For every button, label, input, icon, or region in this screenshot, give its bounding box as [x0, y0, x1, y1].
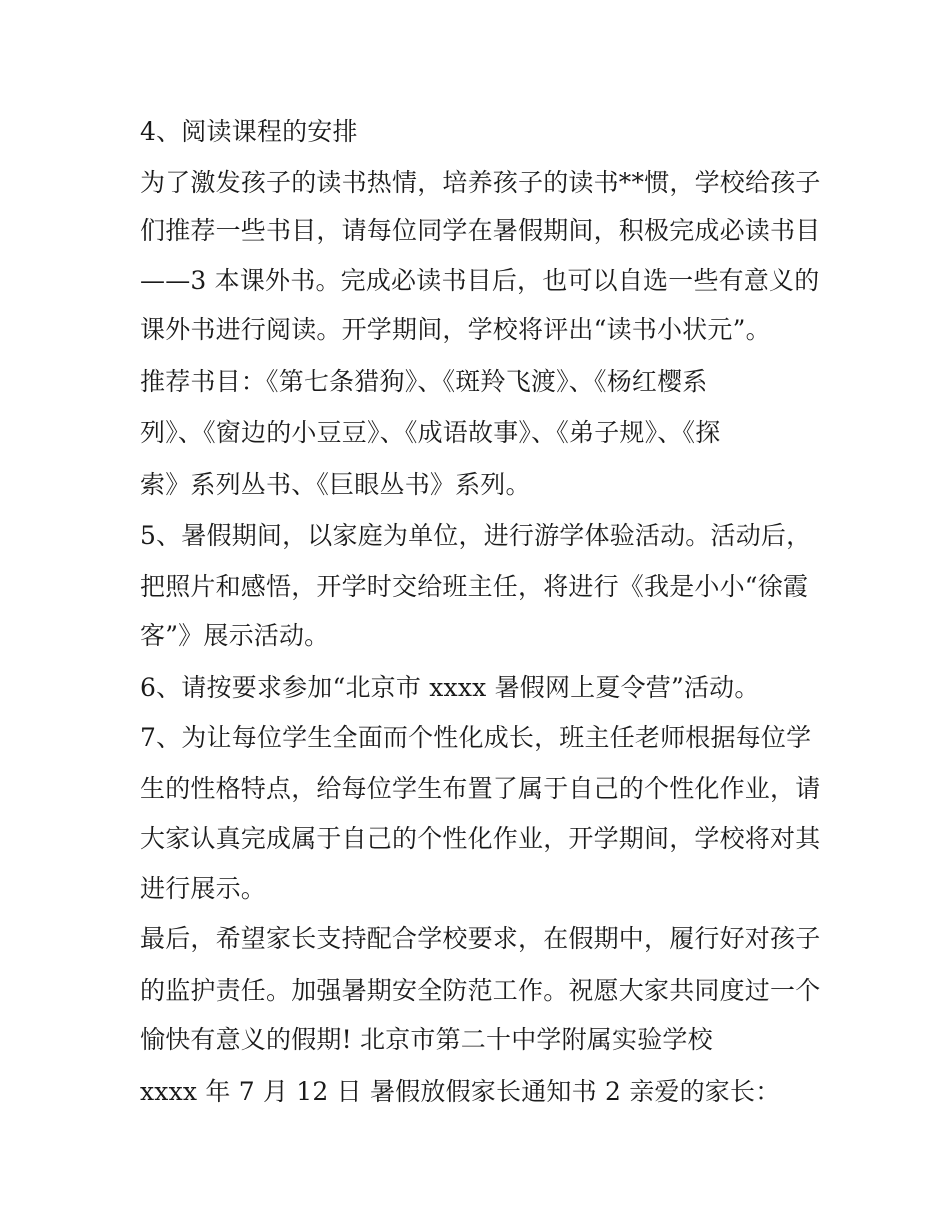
paragraph-line: 进行展示。 — [140, 874, 267, 903]
paragraph-line: 把照片和感悟，开学时交给班主任，将进行《我是小小“徐霞 — [140, 572, 809, 601]
paragraph-line: ——3 本课外书。完成必读书目后，也可以自选一些有意义的 — [140, 266, 820, 295]
closing-paragraph-line: 的监护责任。加强暑期安全防范工作。祝愿大家共同度过一个 — [140, 976, 821, 1005]
paragraph-line: 生的性格特点，给每位学生布置了属于自己的个性化作业，请 — [140, 774, 821, 803]
closing-paragraph-line: 最后，希望家长支持配合学校要求，在假期中，履行好对孩子 — [140, 924, 821, 953]
section-item-7: 7、为让每位学生全面而个性化成长，班主任老师根据每位学 — [140, 723, 812, 752]
paragraph-line: 大家认真完成属于自己的个性化作业，开学期间，学校将对其 — [140, 824, 821, 853]
paragraph-line: 索》系列丛书、《巨眼丛书》系列。 — [140, 470, 531, 499]
paragraph-line: 列》、《窗边的小豆豆》、《成语故事》、《弟子规》、《探 — [140, 418, 721, 447]
paragraph-line: 客”》展示活动。 — [140, 621, 330, 650]
paragraph-line: 课外书进行阅读。开学期间，学校将评出“读书小状元”。 — [140, 315, 771, 344]
section-item-6: 6、请按要求参加“北京市 xxxx 暑假网上夏令营”活动。 — [140, 673, 760, 702]
paragraph-line: 们推荐一些书目，请每位同学在暑假期间，积极完成必读书目 — [140, 216, 821, 245]
closing-signature-line: 愉快有意义的假期! 北京市第二十中学附属实验学校 — [140, 1025, 713, 1054]
section-heading-4: 4、阅读课程的安排 — [140, 117, 358, 146]
date-line: xxxx 年 7 月 12 日 暑假放假家长通知书 2 亲爱的家长： — [140, 1077, 781, 1106]
section-item-5: 5、暑假期间，以家庭为单位，进行游学体验活动。活动后， — [140, 521, 812, 550]
paragraph-line: 推荐书目：《第七条猎狗》、《斑羚飞渡》、《杨红樱系 — [140, 367, 708, 396]
paragraph-line: 为了激发孩子的读书热情，培养孩子的读书**惯，学校给孩子 — [140, 168, 821, 197]
